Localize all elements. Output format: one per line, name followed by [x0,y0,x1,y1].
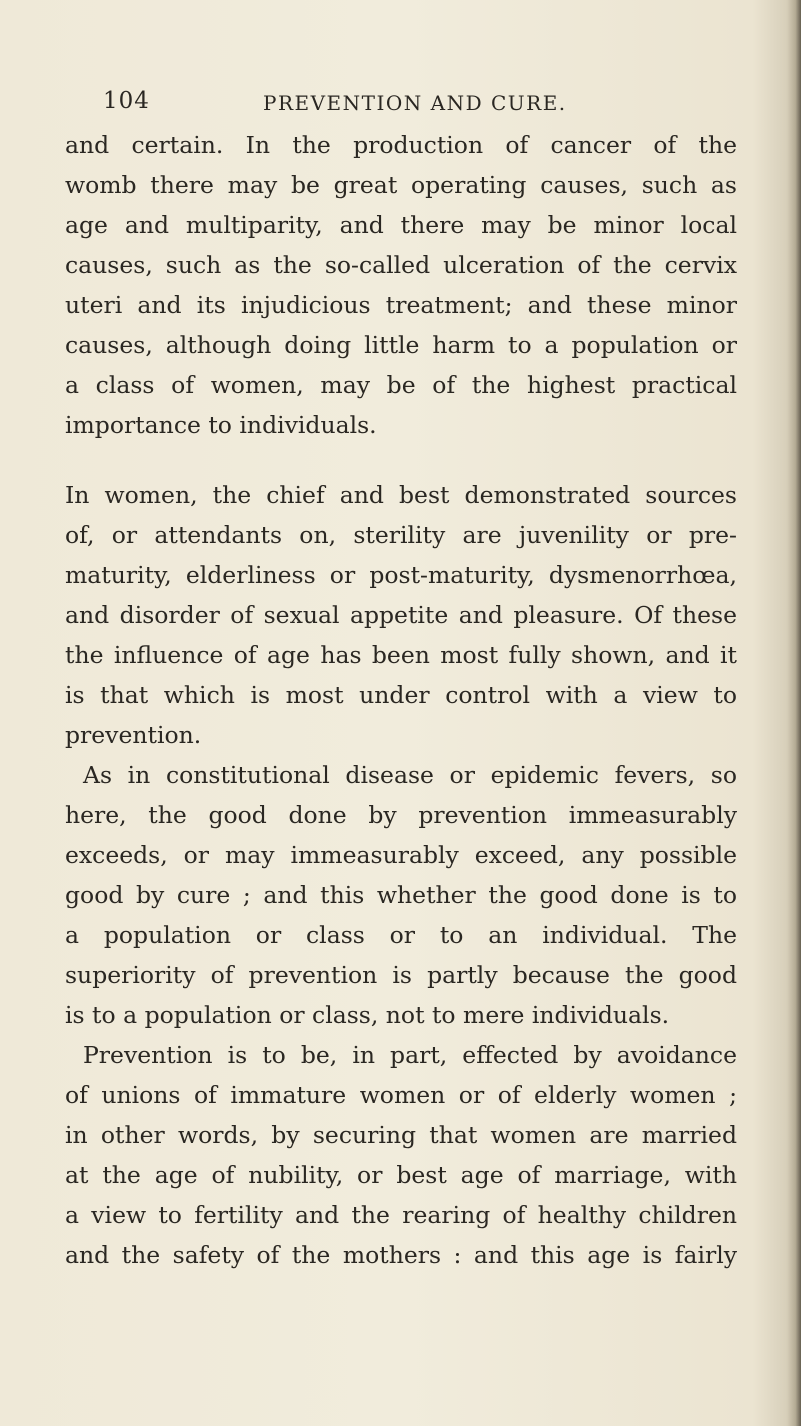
paragraph-gap [65,445,737,475]
text-line: the influence of age has been most fully shown, and it [65,641,737,669]
body-text [65,125,737,1275]
text-line: at the age of nubility, or best age of marriage, with [65,1161,737,1189]
page-edge-shadow [787,0,801,1426]
text-line: in other words, by securing that women are married [65,1121,737,1149]
text-line: good by cure ; and this whether the good done is to [65,881,737,909]
text-line: Prevention is to be, in part, effected by avoidance [83,1041,737,1069]
text-line: As in constitutional disease or epidemic fevers, so [83,761,737,789]
text-line: age and multiparity, and there may be minor local [65,211,737,239]
paragraph [65,125,737,445]
text-line: and the safety of the mothers : and this age is fairly [65,1241,737,1269]
text-line: here, the good done by prevention immeasurably [65,801,737,829]
text-line: a population or class or to an individual. The [65,921,737,949]
running-head: PREVENTION AND CURE. [263,91,567,115]
text-line: of unions of immature women or of elderly women ; [65,1081,737,1109]
text-line: a view to fertility and the rearing of healthy children [65,1201,737,1229]
text-line: causes, such as the so-called ulceration of the cervix [65,251,737,279]
text-line: causes, although doing little harm to a population or [65,331,737,359]
text-line: prevention. [65,721,202,749]
text-line: womb there may be great operating causes, such as [65,171,737,199]
text-line: and disorder of sexual appetite and pleasure. Of these [65,601,737,629]
text-line: maturity, elderliness or post-maturity, dysmenorrhœa, [65,561,737,589]
page-number: 104 [103,88,150,114]
paragraph [65,755,737,1035]
page-header [103,88,623,128]
text-line: is to a population or class, not to mere individuals. [65,1001,670,1029]
text-line: uteri and its injudicious treatment; and these minor [65,291,737,319]
text-line: is that which is most under control with a view to [65,681,737,709]
text-line: exceeds, or may immeasurably exceed, any possible [65,841,737,869]
paragraph [65,475,737,755]
text-line: In women, the chief and best demonstrated sources [65,481,737,509]
text-line: a class of women, may be of the highest practical [65,371,737,399]
text-line: of, or attendants on, sterility are juvenility or pre- [65,521,737,549]
text-line: importance to individuals. [65,411,377,439]
text-line: superiority of prevention is partly because the good [65,961,737,989]
text-line: and certain. In the production of cancer of the [65,131,737,159]
paragraph [65,1035,737,1275]
